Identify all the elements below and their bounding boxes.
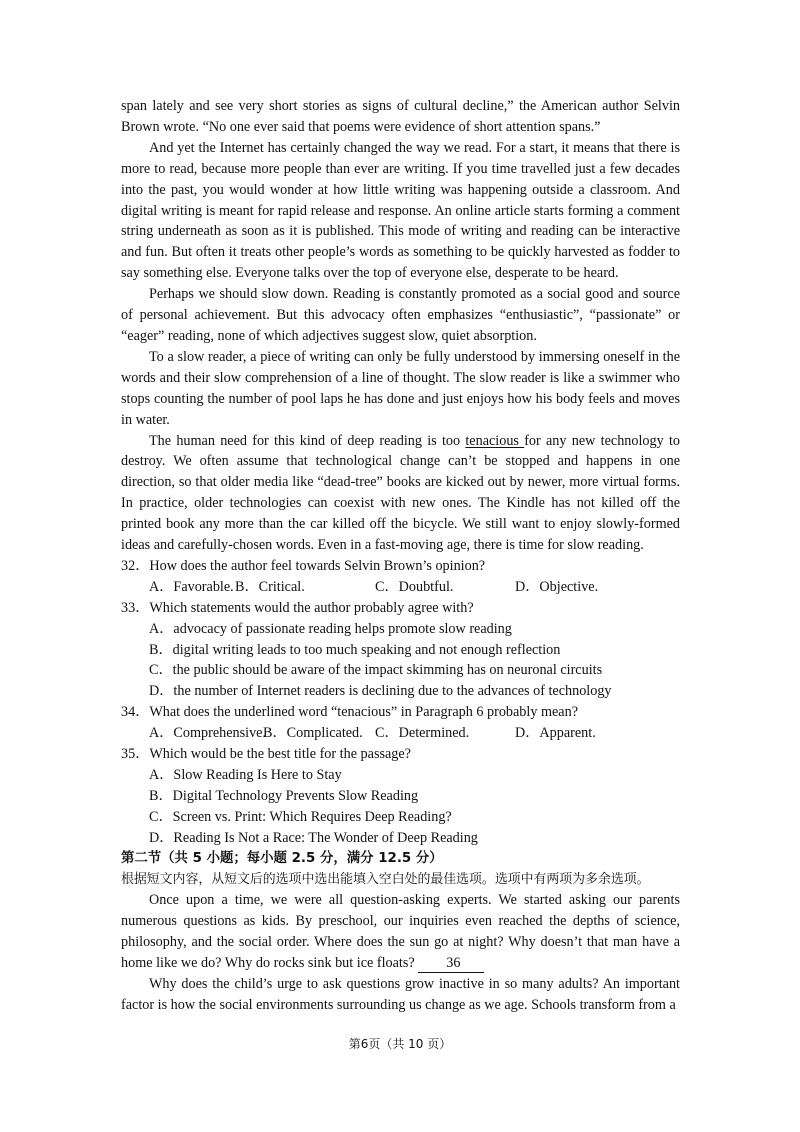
- page-number-footer: 第6页（共 10 页）: [348, 1037, 452, 1051]
- paragraph-text-before: The human need for this kind of deep reading is too: [149, 432, 466, 449]
- option-d[interactable]: D．Reading Is Not a Race: The Wonder of Deep Reading: [149, 829, 478, 846]
- option-d[interactable]: D．Objective.: [515, 578, 599, 595]
- underlined-word-tenacious: tenacious: [465, 432, 525, 449]
- paragraph-text-after: for any new technology to destroy. We often assume that technological change can’t be stopped and happens in one direction, so that older media like “dead-tree” books are kicked out by newer, more virtual forms. In practice, older technologies can coexist with new ones. The Kindle has not killed off the printed book any more than the car killed off the bicycle. We still want to enjoy slowly-formed ideas and carefully-chosen words. Even in a fast-moving age, there is time for slow reading.: [121, 432, 680, 554]
- answer-blank-36[interactable]: 36: [418, 954, 484, 973]
- option-a[interactable]: A．Slow Reading Is Here to Stay: [149, 767, 342, 783]
- passage-paragraph-5: [121, 431, 680, 556]
- exam-page-content: [121, 96, 680, 1016]
- option-a[interactable]: A．advocacy of passionate reading helps promote slow reading: [149, 620, 512, 637]
- option-c[interactable]: C．the public should be aware of the impact skimming has on neuronal circuits: [149, 662, 603, 679]
- option-c[interactable]: C．Determined.: [375, 725, 470, 742]
- passage-paragraph-continued: span lately and see very short stories as signs of cultural decline,” the American author Selvin Brown wrote. “No one ever said that poems were evidence of short attention spans.”: [121, 98, 680, 135]
- question-34-options: [149, 723, 680, 744]
- question-32-stem: 32．How does the author feel towards Selvin Brown’s opinion?: [121, 557, 486, 574]
- option-a[interactable]: A．Favorable.: [149, 578, 234, 595]
- cloze-paragraph-2: Why does the child’s urge to ask questions grow inactive in so many adults? An important factor is how the social environments surrounding us change as we age. Schools transform from a: [121, 976, 680, 1013]
- passage-paragraph-3: Perhaps we should slow down. Reading is constantly promoted as a social good and source of personal achievement. But this advocacy often emphasizes “enthusiastic”, “passionate” or “eager” reading, none of which adjectives suggest slow, quiet absorption.: [121, 286, 680, 344]
- question-34-stem: 34．What does the underlined word “tenacious” in Paragraph 6 probably mean?: [121, 704, 578, 721]
- option-b[interactable]: B．Digital Technology Prevents Slow Reading: [149, 787, 419, 804]
- option-d[interactable]: D．the number of Internet readers is declining due to the advances of technology: [149, 683, 612, 700]
- option-c[interactable]: C．Doubtful.: [375, 578, 454, 595]
- passage-paragraph-2: And yet the Internet has certainly changed the way we read. For a start, it means that there is more to read, because more people than ever are writing. If you time travelled just a few decades into the past, you would wonder at how little writing was happening outside a classroom. And digital writing is meant for rapid release and response. An online article starts forming a comment string underneath as soon as it is published. This mode of writing and reading can be interactive and fun. But often it treats other people’s words as something to be quickly harvested as fodder to say something else. Everyone talks over the top of everyone else, desperate to be heard.: [121, 139, 680, 282]
- option-b[interactable]: B．Complicated.: [263, 725, 363, 742]
- section-2-heading: 第二节（共 5 小题；每小题 2.5 分，满分 12.5 分）: [121, 850, 443, 866]
- option-c[interactable]: C．Screen vs. Print: Which Requires Deep Reading?: [149, 808, 452, 825]
- question-33-stem: 33．Which statements would the author probably agree with?: [121, 599, 474, 616]
- section-2-instruction: 根据短文内容，从短文后的选项中选出能填入空白处的最佳选项。选项中有两项为多余选项。: [121, 871, 650, 887]
- question-32-options: [149, 577, 680, 598]
- question-35-stem: 35．Which would be the best title for the passage?: [121, 746, 411, 763]
- option-b[interactable]: B．Critical.: [235, 578, 305, 595]
- option-b[interactable]: B．digital writing leads to too much speaking and not enough reflection: [149, 641, 561, 658]
- cloze-paragraph-1: [121, 890, 680, 974]
- option-d[interactable]: D．Apparent.: [515, 725, 596, 742]
- cloze-paragraph-1-text: Once upon a time, we were all question-asking experts. We started asking our parents numerous questions as kids. By preschool, our inquiries even reached the depths of science, philosophy, and the social order. Where does the sun go at night? Why doesn’t that man have a home like we do? Why do rocks sink but ice floats?: [121, 892, 680, 972]
- passage-paragraph-4: To a slow reader, a piece of writing can only be fully understood by immersing oneself in the words and their slow comprehension of a line of thought. The slow reader is like a swimmer who stops counting the number of pool laps he has done and just enjoys how his body feels and moves in water.: [121, 348, 680, 428]
- option-a[interactable]: A．Comprehensive.: [149, 725, 267, 742]
